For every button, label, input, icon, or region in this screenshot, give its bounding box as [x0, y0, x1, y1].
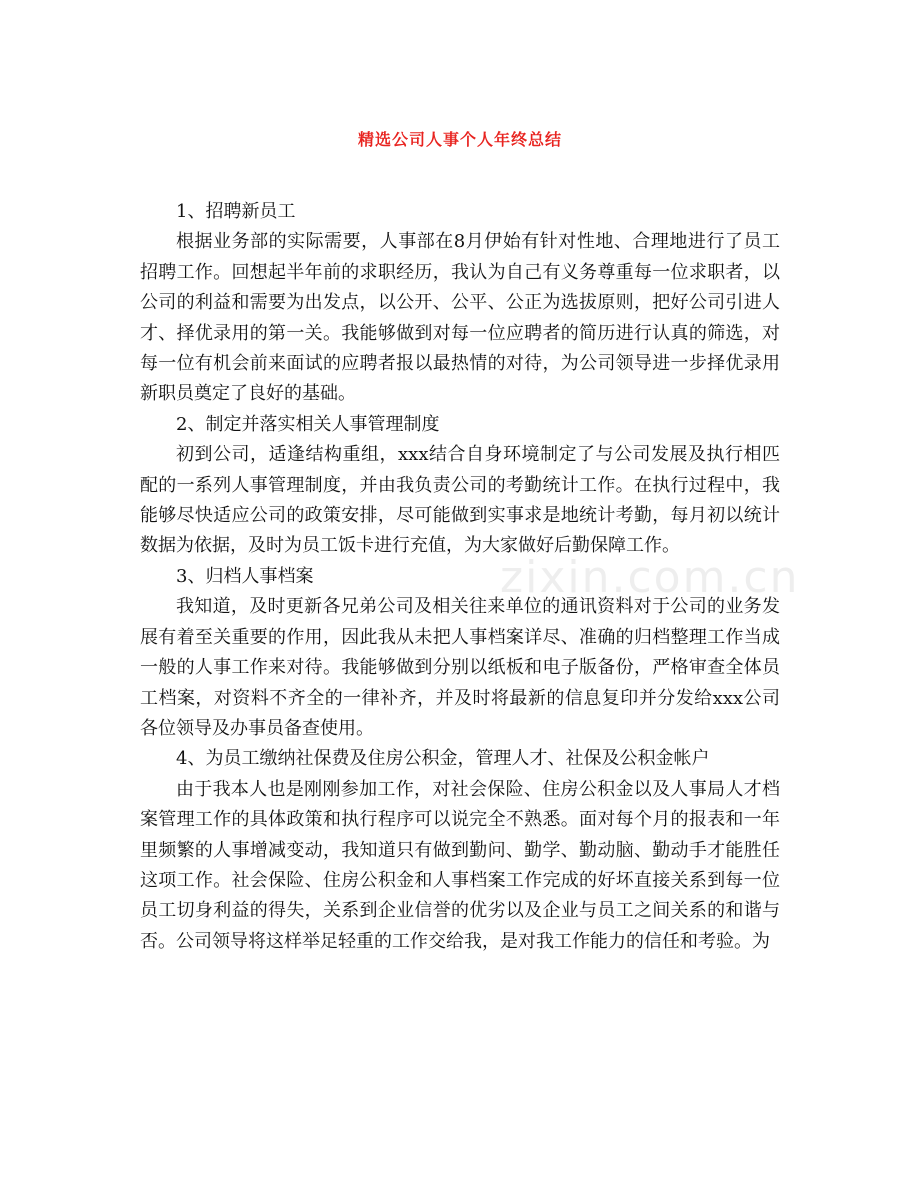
- section-heading-recruitment: 1、招聘新员工: [176, 201, 296, 222]
- section-heading-hr-policy: 2、制定并落实相关人事管理制度: [176, 413, 440, 435]
- section-heading-social-insurance: 4、为员工缴纳社保费及住房公积金，管理人才、社保及公积金帐户: [176, 748, 710, 770]
- watermark-text: zixin.com.cn: [500, 552, 800, 603]
- paragraph-hr-policy: 初到公司，适逢结构重组，xxx结合自身环境制定了与公司发展及执行相匹配的一系列人事管理制度，并由我负责公司的考勤统计工作。在执行过程中，我能够尽快适应公司的政策安排，尽可能做到实事求是地统计考勤，每月初以统计数据为依据，及时为员工饭卡进行充值，为大家做好后勤保障工作。: [140, 444, 780, 557]
- document-title: 精选公司人事个人年终总结: [357, 130, 562, 149]
- paragraph-recruitment: 根据业务部的实际需要，人事部在8月伊始有针对性地、合理地进行了员工招聘工作。回想起半年前的求职经历，我认为自己有义务尊重每一位求职者，以公司的利益和需要为出发点，以公开、公平、公正为选拔原则，把好公司引进人才、择优录用的第一关。我能够做到对每一位应聘者的简历进行认真的筛选，对每一位有机会前来面试的应聘者报以最热情的对待，为公司领导进一步择优录用新职员奠定了良好的基础。: [140, 231, 780, 405]
- document-body: [140, 197, 780, 957]
- paragraph-social-insurance: 由于我本人也是刚刚参加工作，对社会保险、住房公积金以及人事局人才档案管理工作的具体政策和执行程序可以说完全不熟悉。面对每个月的报表和一年里频繁的人事增减变动，我知道只有做到勤问、勤学、勤动脑、勤动手才能胜任这项工作。社会保险、住房公积金和人事档案工作完成的好坏直接关系到每一位员工切身利益的得失，关系到企业信誉的优劣以及企业与员工之间关系的和谐与否。公司领导将这样举足轻重的工作交给我，是对我工作能力的信任和考验。为: [140, 778, 780, 952]
- section-heading-archives: 3、归档人事档案: [176, 565, 314, 587]
- paragraph-archives: 我知道，及时更新各兄弟公司及相关往来单位的通讯资料对于公司的业务发展有着至关重要的作用，因此我从未把人事档案详尽、准确的归档整理工作当成一般的人事工作来对待。我能够做到分别以纸板和电子版备份，严格审查全体员工档案，对资料不齐全的一律补齐，并及时将最新的信息复印并分发给xxx公司各位领导及办事员备查使用。: [140, 596, 780, 739]
